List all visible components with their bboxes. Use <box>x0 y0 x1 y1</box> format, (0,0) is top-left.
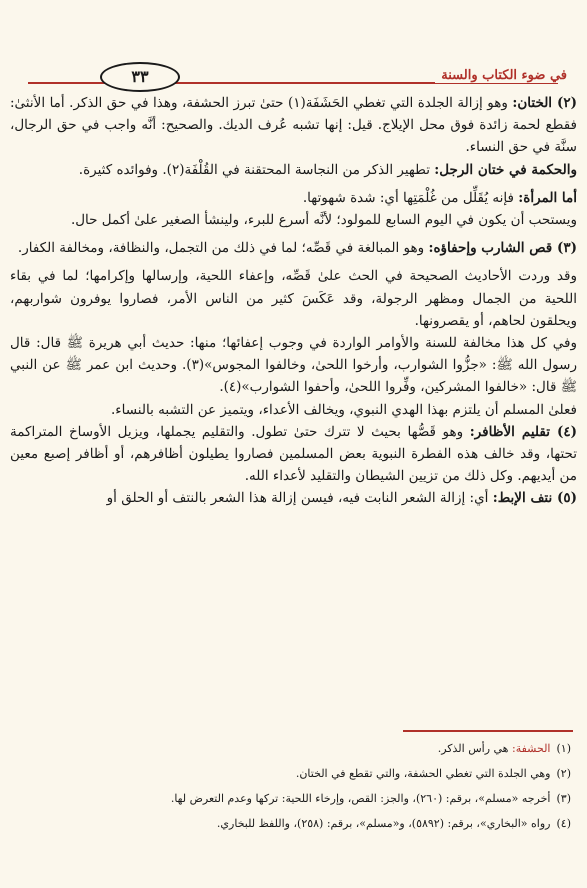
footnote <box>11 786 571 811</box>
term-label: والحكمة في ختان الرجل: <box>434 161 577 178</box>
term-label: أما المرأة: <box>518 189 577 206</box>
footnote <box>11 811 571 836</box>
paragraph-conclusion <box>10 399 577 421</box>
paragraph-text: أي: إزالة الشعر النابت فيه، فيسن إزالة هذا الشعر بالنتف أو الحلق أو <box>106 490 489 507</box>
footnote-number: (٢) <box>556 767 571 780</box>
footnote-number: (٣) <box>556 792 571 805</box>
term-label: (٢) الختان: <box>512 95 577 111</box>
footnote-text: رواه «البخاري»، برقم: (٥٨٩٢)، و«مسلم»، برقم: (٢٥٨)، واللفظ للبخاري. <box>216 817 551 830</box>
paragraph-text: فإنه يُقَلِّل من غُلْمَتِها أي: شدة شهوتها. <box>302 189 514 206</box>
paragraph-hadiths <box>10 265 577 332</box>
term-label: (٣) قص الشارب وإحفاؤه: <box>428 240 577 257</box>
footnote <box>11 761 571 786</box>
paragraph-moustache <box>10 237 577 259</box>
footnote-number: (١) <box>556 742 571 755</box>
paragraph-wisdom <box>10 159 577 181</box>
footnote <box>11 736 571 761</box>
paragraph-nails <box>10 421 577 488</box>
paragraph-text: فعلىٰ المسلم أن يلتزم بهذا الهدي النبوي، ويخالف الأعداء، ويتميز عن التشبه بالنساء. <box>111 401 577 418</box>
paragraph-text: تطهير الذكر من النجاسة المحتقنة في القُلْفَة(٢). وفوائده كثيرة. <box>78 161 430 178</box>
paragraph-timing <box>10 209 577 231</box>
main-text <box>10 92 577 510</box>
term-label: (٥) نتف الإبط: <box>492 490 577 507</box>
paragraph-evidence <box>10 332 577 399</box>
paragraph-text: وهو قَصُّها بحيث لا تترك حتىٰ تطول. والتقليم يجملها، ويزيل الأوساخ المتراكمة تحتها، وقد خالف هذه الفطرة النبوية بعض المسلمين فصاروا يطيلون أظافرهم، أو أظافر إصبع معين من أيديهم. وكل ذلك من تزيين الشيطان والتقليد لأعداء الله. <box>10 423 577 485</box>
footnote-text: وهي الجلدة التي تغطي الحشفة، والتي تقطع في الختان. <box>295 767 551 780</box>
page-header <box>0 0 587 86</box>
paragraph-text: وهو إزالة الجلدة التي تغطي الحَشَفَة(١) حتىٰ تبرز الحشفة، وهذا في حق الذكر. أما الأنثىٰ: فقطع لحمة زائدة فوق محل الإيلاج. قيل: إنها تشبه عُرف الديك. والصحيح: أنَّه واجب في حق الرجال، سنَّة في حق النساء. <box>10 95 577 156</box>
term-label: (٤) تقليم الأظافر: <box>469 423 577 440</box>
footnote-rule <box>403 730 573 732</box>
paragraph-armpit <box>10 487 577 509</box>
paragraph-text: وقد وردت الأحاديث الصحيحة في الحث علىٰ قَصِّه، وإعفاء اللحية، وإرسالها وإكرامها؛ لما في بقاء اللحية من الجمال ومظهر الرجولة، وقد عَكَسَ كثير من الناس الأمر، فصاروا يوفرون شواربهم، ويحلقون لحاهم، أو يقصرونها. <box>10 268 577 329</box>
page-number: ٣٣ <box>100 62 180 92</box>
footnote-term: الحشفة: <box>511 742 551 755</box>
footnote-number: (٤) <box>556 817 571 830</box>
footnote-text: هي رأس الذكر. <box>437 742 509 755</box>
running-title: في ضوء الكتاب والسنة <box>435 68 573 83</box>
paragraph-text: وهو المبالغة في قَصِّه؛ لما في ذلك من التجمل، والنظافة، ومخالفة الكفار. <box>17 240 425 257</box>
paragraph-text: ويستحب أن يكون في اليوم السابع للمولود؛ لأنَّه أسرع للبرء، ولينشأ الصغير علىٰ أكمل حال. <box>70 212 577 229</box>
footnotes <box>11 736 571 836</box>
paragraph-circumcision <box>10 92 577 159</box>
paragraph-text: وفي كل هذا مخالفة للسنة والأوامر الواردة في وجوب إعفائها؛ منها: حديث أبي هريرة ﷺ قال: قال رسول الله ﷺ: «جزُّوا الشوارب، وأرخوا اللحىٰ، وخالفوا المجوس»(٣). وحديث ابن عمر ﷺ عن النبي ﷺ قال: «خالفوا المشركين، وفِّروا اللحىٰ، وأحفوا الشوارب»(٤). <box>10 335 577 396</box>
paragraph-woman <box>10 187 577 209</box>
footnote-text: أخرجه «مسلم»، برقم: (٢٦٠)، والجز: القص، وإرخاء اللحية: تركها وعدم التعرض لها. <box>170 792 551 805</box>
